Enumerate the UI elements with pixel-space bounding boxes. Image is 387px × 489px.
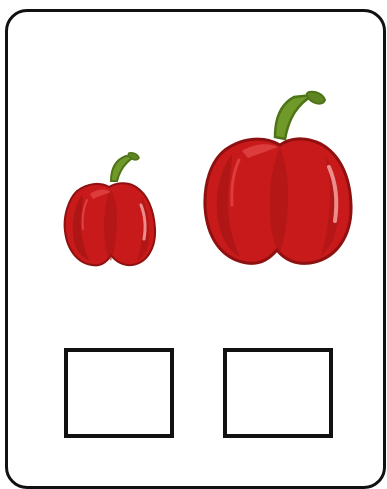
answer-box-1[interactable] — [64, 348, 174, 438]
answer-box-2[interactable] — [223, 348, 333, 438]
red-bell-pepper-icon — [197, 87, 357, 267]
red-bell-pepper-icon — [56, 147, 162, 267]
